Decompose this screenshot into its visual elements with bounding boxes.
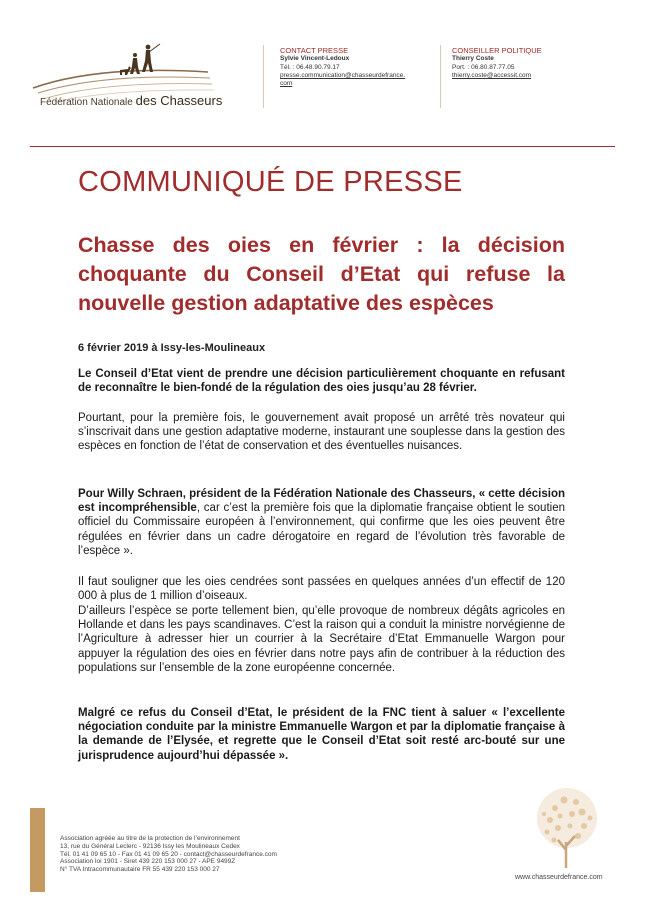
paragraph-4b: D’ailleurs l’espèce se porte tellement bien, qu’elle provoque de nombreux dégâts agricoles en Hollande et dans les pays scandinaves. C’est la raison qui a conduit la ministre norvégienne de l’Agriculture à adresser hier un courrier à la Secrétaire d’Etat Emmanuelle Wargon pour appuyer la régulation des oies en février dans notre pays afin de contribuer à la réduction des populations sur l’ensemble de la zone européenne concernée. — [78, 605, 565, 674]
paragraph-3 — [78, 487, 565, 558]
footer-accent-bar — [30, 808, 45, 892]
paragraph-5 — [78, 706, 565, 763]
conseiller-block — [452, 47, 542, 80]
conseiller-header: CONSEILLER POLITIQUE — [452, 46, 542, 55]
divider-2 — [440, 45, 441, 108]
paragraph-4a: Il faut souligner que les oies cendrées sont passées en quelques années d’un effectif de 120 000 à plus de 1 million d’oiseaux. — [78, 576, 565, 603]
paragraph-1 — [78, 367, 565, 395]
headline: Chasse des oies en février : la décision choquante du Conseil d’Etat qui refuse la nouvelle gestion adaptative des espèces — [78, 233, 565, 315]
paragraph-3-bold: Pour Willy Schraen, président de la Fédération Nationale des Chasseurs, « cette décision est incompréhensible — [78, 488, 565, 515]
contact-presse-block — [280, 47, 405, 88]
tree-emblem-icon — [520, 780, 615, 875]
paragraph-5-text: Malgré ce refus du Conseil d’Etat, le président de la FNC tient à saluer « l’excellente négociation conduite par la ministre Emmanuelle Wargon et par la diplomatie française à la demande de l’Elysée, et regrette que le Conseil d’Etat soit resté arc-bouté sur une jurisprudence aujourd’hui dépassée ». — [78, 707, 565, 762]
paragraph-3-rest: , car c’est la première fois que la diplomatie française obtient le soutien officiel du Commissaire européen à l’environnement, qui confirme que les oies peuvent être régulées en février dans un cadre dérogatoire en regard de l’évolution très favorable de l’espèce ». — [78, 502, 565, 557]
logo-text — [40, 93, 222, 108]
page-title: COMMUNIQUÉ DE PRESSE — [78, 166, 463, 198]
contact-presse-name: Sylvie Vincent-Ledoux — [280, 55, 350, 63]
footer-line-5: N° TVA Intracommunautaire FR 55 439 220 153 000 27 — [60, 866, 220, 874]
conseiller-email[interactable]: thierry.coste@accessit.com — [452, 71, 532, 79]
footer-line-2: 13, rue du Général Leclerc - 92136 Issy les Moulineaux Cedex — [60, 842, 240, 850]
contact-presse-email-cont[interactable]: com — [280, 80, 293, 88]
header-rule — [30, 146, 615, 147]
footer-line-4: Association loi 1901 - Siret 439 220 153 000 27 - APE 9499Z — [60, 858, 236, 866]
website-link[interactable]: www.chasseurdefrance.com — [515, 874, 603, 881]
conseiller-port: Port. : 06.80.87.77.05 — [452, 63, 515, 71]
paragraph-1-text: Le Conseil d’Etat vient de prendre une décision particulièrement choquante en refusant de reconnaître le bien-fondé de la régulation des oies jusqu’au 28 février. — [78, 368, 565, 395]
contact-presse-header: CONTACT PRESSE — [280, 46, 349, 55]
contact-presse-email[interactable]: presse.communication@chasseurdefrance. — [280, 71, 406, 79]
contact-presse-tel: Tél. : 06.48.90.79.17 — [280, 63, 340, 71]
footer-address — [60, 835, 277, 874]
paragraph-2: Pourtant, pour la première fois, le gouvernement avait proposé un arrêté très novateur qui s’inscrivait dans une gestion adaptative moderne, instaurant une souplesse dans la gestion des espèces en fonction de l’état de conservation et des éventuelles nuisances. — [78, 412, 565, 453]
logo-line2: des Chasseurs — [135, 93, 223, 108]
footer-line-3: Tél. 01 41 09 65 10 - Fax 01 41 09 65 20 - contact@chasseurdefrance.com — [60, 850, 277, 858]
dateline: 6 février 2019 à Issy-les-Moulineaux — [78, 342, 266, 354]
divider-1 — [263, 45, 264, 108]
footer-line-1: Association agréée au titre de la protection de l’environnement — [60, 835, 240, 842]
logo-line1: Fédération Nationale — [40, 97, 136, 108]
conseiller-name: Thierry Coste — [452, 55, 494, 63]
